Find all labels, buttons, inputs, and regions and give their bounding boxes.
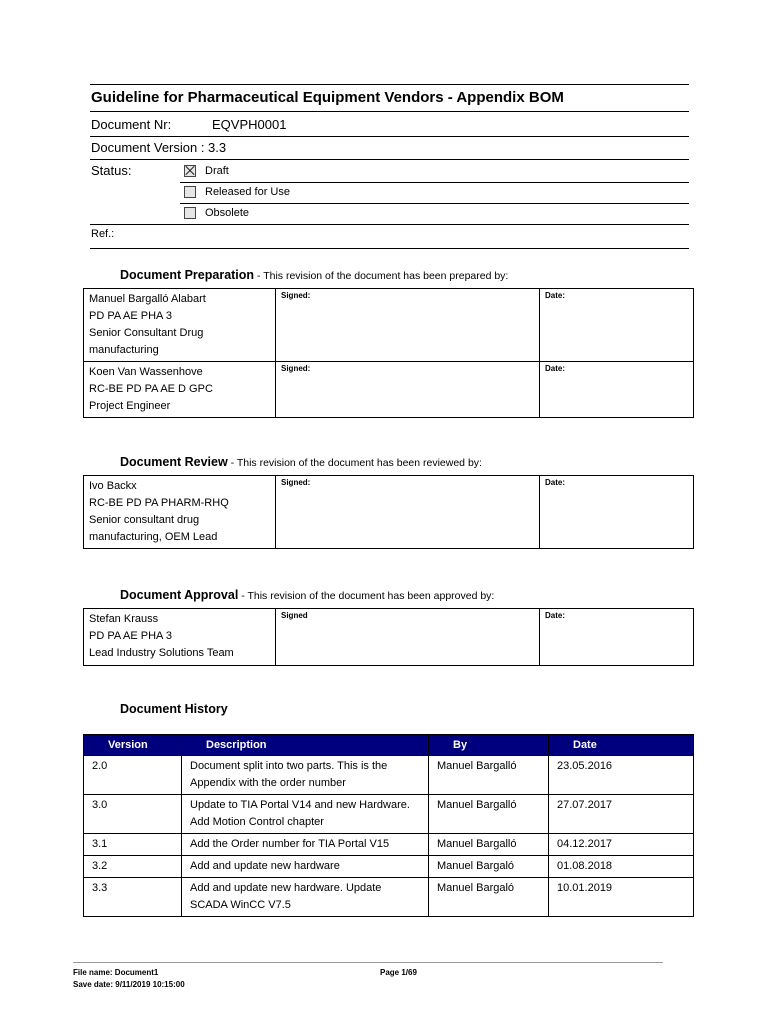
preparation-table xyxy=(83,288,694,418)
cell-by: Manuel Bargalló xyxy=(429,795,549,834)
cell-by: Manuel Bargalló xyxy=(429,756,549,795)
signatory-dept: RC-BE PD PA AE D GPC xyxy=(89,383,213,395)
rule xyxy=(180,182,689,183)
rule xyxy=(90,159,689,160)
date-cell[interactable]: Date: xyxy=(540,362,694,418)
cell-description: Add and update new hardware xyxy=(182,856,429,878)
signatory-name: Koen Van Wassenhove xyxy=(89,366,203,378)
signatory-dept: PD PA AE PHA 3 xyxy=(89,630,172,642)
history-table xyxy=(83,734,694,917)
footer-page-number: Page 1/69 xyxy=(380,968,417,977)
status-draft-checkbox[interactable] xyxy=(184,165,196,177)
review-heading xyxy=(120,455,482,469)
signatory-name: Stefan Krauss xyxy=(89,613,159,625)
cell-version: 3.0 xyxy=(84,795,182,834)
review-heading-title: Document Review xyxy=(120,455,228,469)
signatory-role: Senior consultant drug xyxy=(89,514,200,526)
cell-by: Manuel Bargalló xyxy=(429,834,549,856)
document-title: Guideline for Pharmaceutical Equipment Vendors - Appendix BOM xyxy=(91,89,564,106)
cell-date: 10.01.2019 xyxy=(549,878,694,917)
cell-date: 23.05.2016 xyxy=(549,756,694,795)
description-line: Update to TIA Portal V14 and new Hardware. xyxy=(190,799,410,811)
signatory-dept: PD PA AE PHA 3 xyxy=(89,310,172,322)
status-draft-label: Draft xyxy=(205,165,229,177)
date-cell[interactable]: Date: xyxy=(540,609,694,666)
table-row xyxy=(84,878,694,917)
column-header-version: Version xyxy=(84,735,182,756)
cell-date: 04.12.2017 xyxy=(549,834,694,856)
rule xyxy=(90,111,689,112)
date-cell[interactable]: Date: xyxy=(540,476,694,549)
doc-nr-label: Document Nr: xyxy=(91,117,172,132)
rule xyxy=(180,203,689,204)
status-label: Status: xyxy=(91,163,132,178)
signatory-name: Manuel Bargalló Alabart xyxy=(89,293,206,305)
status-obsolete-label: Obsolete xyxy=(205,207,250,219)
cell-by: Manuel Bargaló xyxy=(429,878,549,917)
ref-label: Ref.: xyxy=(91,228,115,240)
preparation-heading-subtitle: - This revision of the document has been prepared by: xyxy=(254,270,509,282)
column-header-date: Date xyxy=(549,735,694,756)
signatory-cell xyxy=(84,362,276,418)
signatory-cell xyxy=(84,289,276,362)
approval-heading-title: Document Approval xyxy=(120,588,239,602)
rule xyxy=(90,248,689,249)
footer-save-date: Save date: 9/11/2019 10:15:00 xyxy=(73,980,185,989)
rule xyxy=(90,136,689,137)
signatory-cell xyxy=(84,476,276,549)
status-released-label: Released for Use xyxy=(205,186,290,198)
review-table xyxy=(83,475,694,549)
footer-file-name: File name: Document1 xyxy=(73,968,159,977)
cell-date: 01.08.2018 xyxy=(549,856,694,878)
signatory-role-cont: manufacturing xyxy=(89,344,159,356)
signature-row xyxy=(84,362,694,418)
signature-row xyxy=(84,289,694,362)
signatory-role: Lead Industry Solutions Team xyxy=(89,647,234,659)
column-header-description: Description xyxy=(182,735,429,756)
approval-table xyxy=(83,608,694,666)
table-row xyxy=(84,795,694,834)
footer-rule xyxy=(73,962,663,963)
signed-cell[interactable]: Signed: xyxy=(276,362,540,418)
signatory-role: Project Engineer xyxy=(89,400,171,412)
approval-heading-subtitle: - This revision of the document has been approved by: xyxy=(238,590,495,602)
rule-top xyxy=(90,84,689,85)
approval-heading xyxy=(120,588,494,602)
review-heading-subtitle: - This revision of the document has been reviewed by: xyxy=(227,457,482,469)
table-row xyxy=(84,834,694,856)
signatory-role-cont: manufacturing, OEM Lead xyxy=(89,531,218,543)
cell-version: 3.2 xyxy=(84,856,182,878)
cell-date: 27.07.2017 xyxy=(549,795,694,834)
signatory-cell xyxy=(84,609,276,666)
signatory-role: Senior Consultant Drug xyxy=(89,327,204,339)
history-title: Document History xyxy=(120,702,228,716)
description-line: Add Motion Control chapter xyxy=(190,816,324,828)
date-cell[interactable]: Date: xyxy=(540,289,694,362)
cell-description: Document split into two parts. This is the Appendix with the order number xyxy=(182,756,429,795)
signatory-dept: RC-BE PD PA PHARM-RHQ xyxy=(89,497,229,509)
cell-description xyxy=(182,795,429,834)
rule xyxy=(90,224,689,225)
table-row xyxy=(84,856,694,878)
status-obsolete-checkbox[interactable] xyxy=(184,207,196,219)
signed-cell[interactable]: Signed xyxy=(276,609,540,666)
signed-cell[interactable]: Signed: xyxy=(276,476,540,549)
doc-nr-value: EQVPH0001 xyxy=(212,117,287,132)
signature-row xyxy=(84,609,694,666)
preparation-heading xyxy=(120,268,508,282)
signature-row xyxy=(84,476,694,549)
cell-by: Manuel Bargaló xyxy=(429,856,549,878)
cell-description: Add the Order number for TIA Portal V15 xyxy=(182,834,429,856)
status-released-checkbox[interactable] xyxy=(184,186,196,198)
doc-version: Document Version : 3.3 xyxy=(91,140,227,155)
signed-cell[interactable]: Signed: xyxy=(276,289,540,362)
column-header-by: By xyxy=(429,735,549,756)
signatory-name: Ivo Backx xyxy=(89,480,137,492)
table-row xyxy=(84,756,694,795)
cell-description: Add and update new hardware. Update SCADA WinCC V7.5 xyxy=(182,878,429,917)
preparation-heading-title: Document Preparation xyxy=(120,268,255,282)
cell-version: 3.1 xyxy=(84,834,182,856)
cell-version: 3.3 xyxy=(84,878,182,917)
history-header-row xyxy=(84,735,694,756)
cell-version: 2.0 xyxy=(84,756,182,795)
